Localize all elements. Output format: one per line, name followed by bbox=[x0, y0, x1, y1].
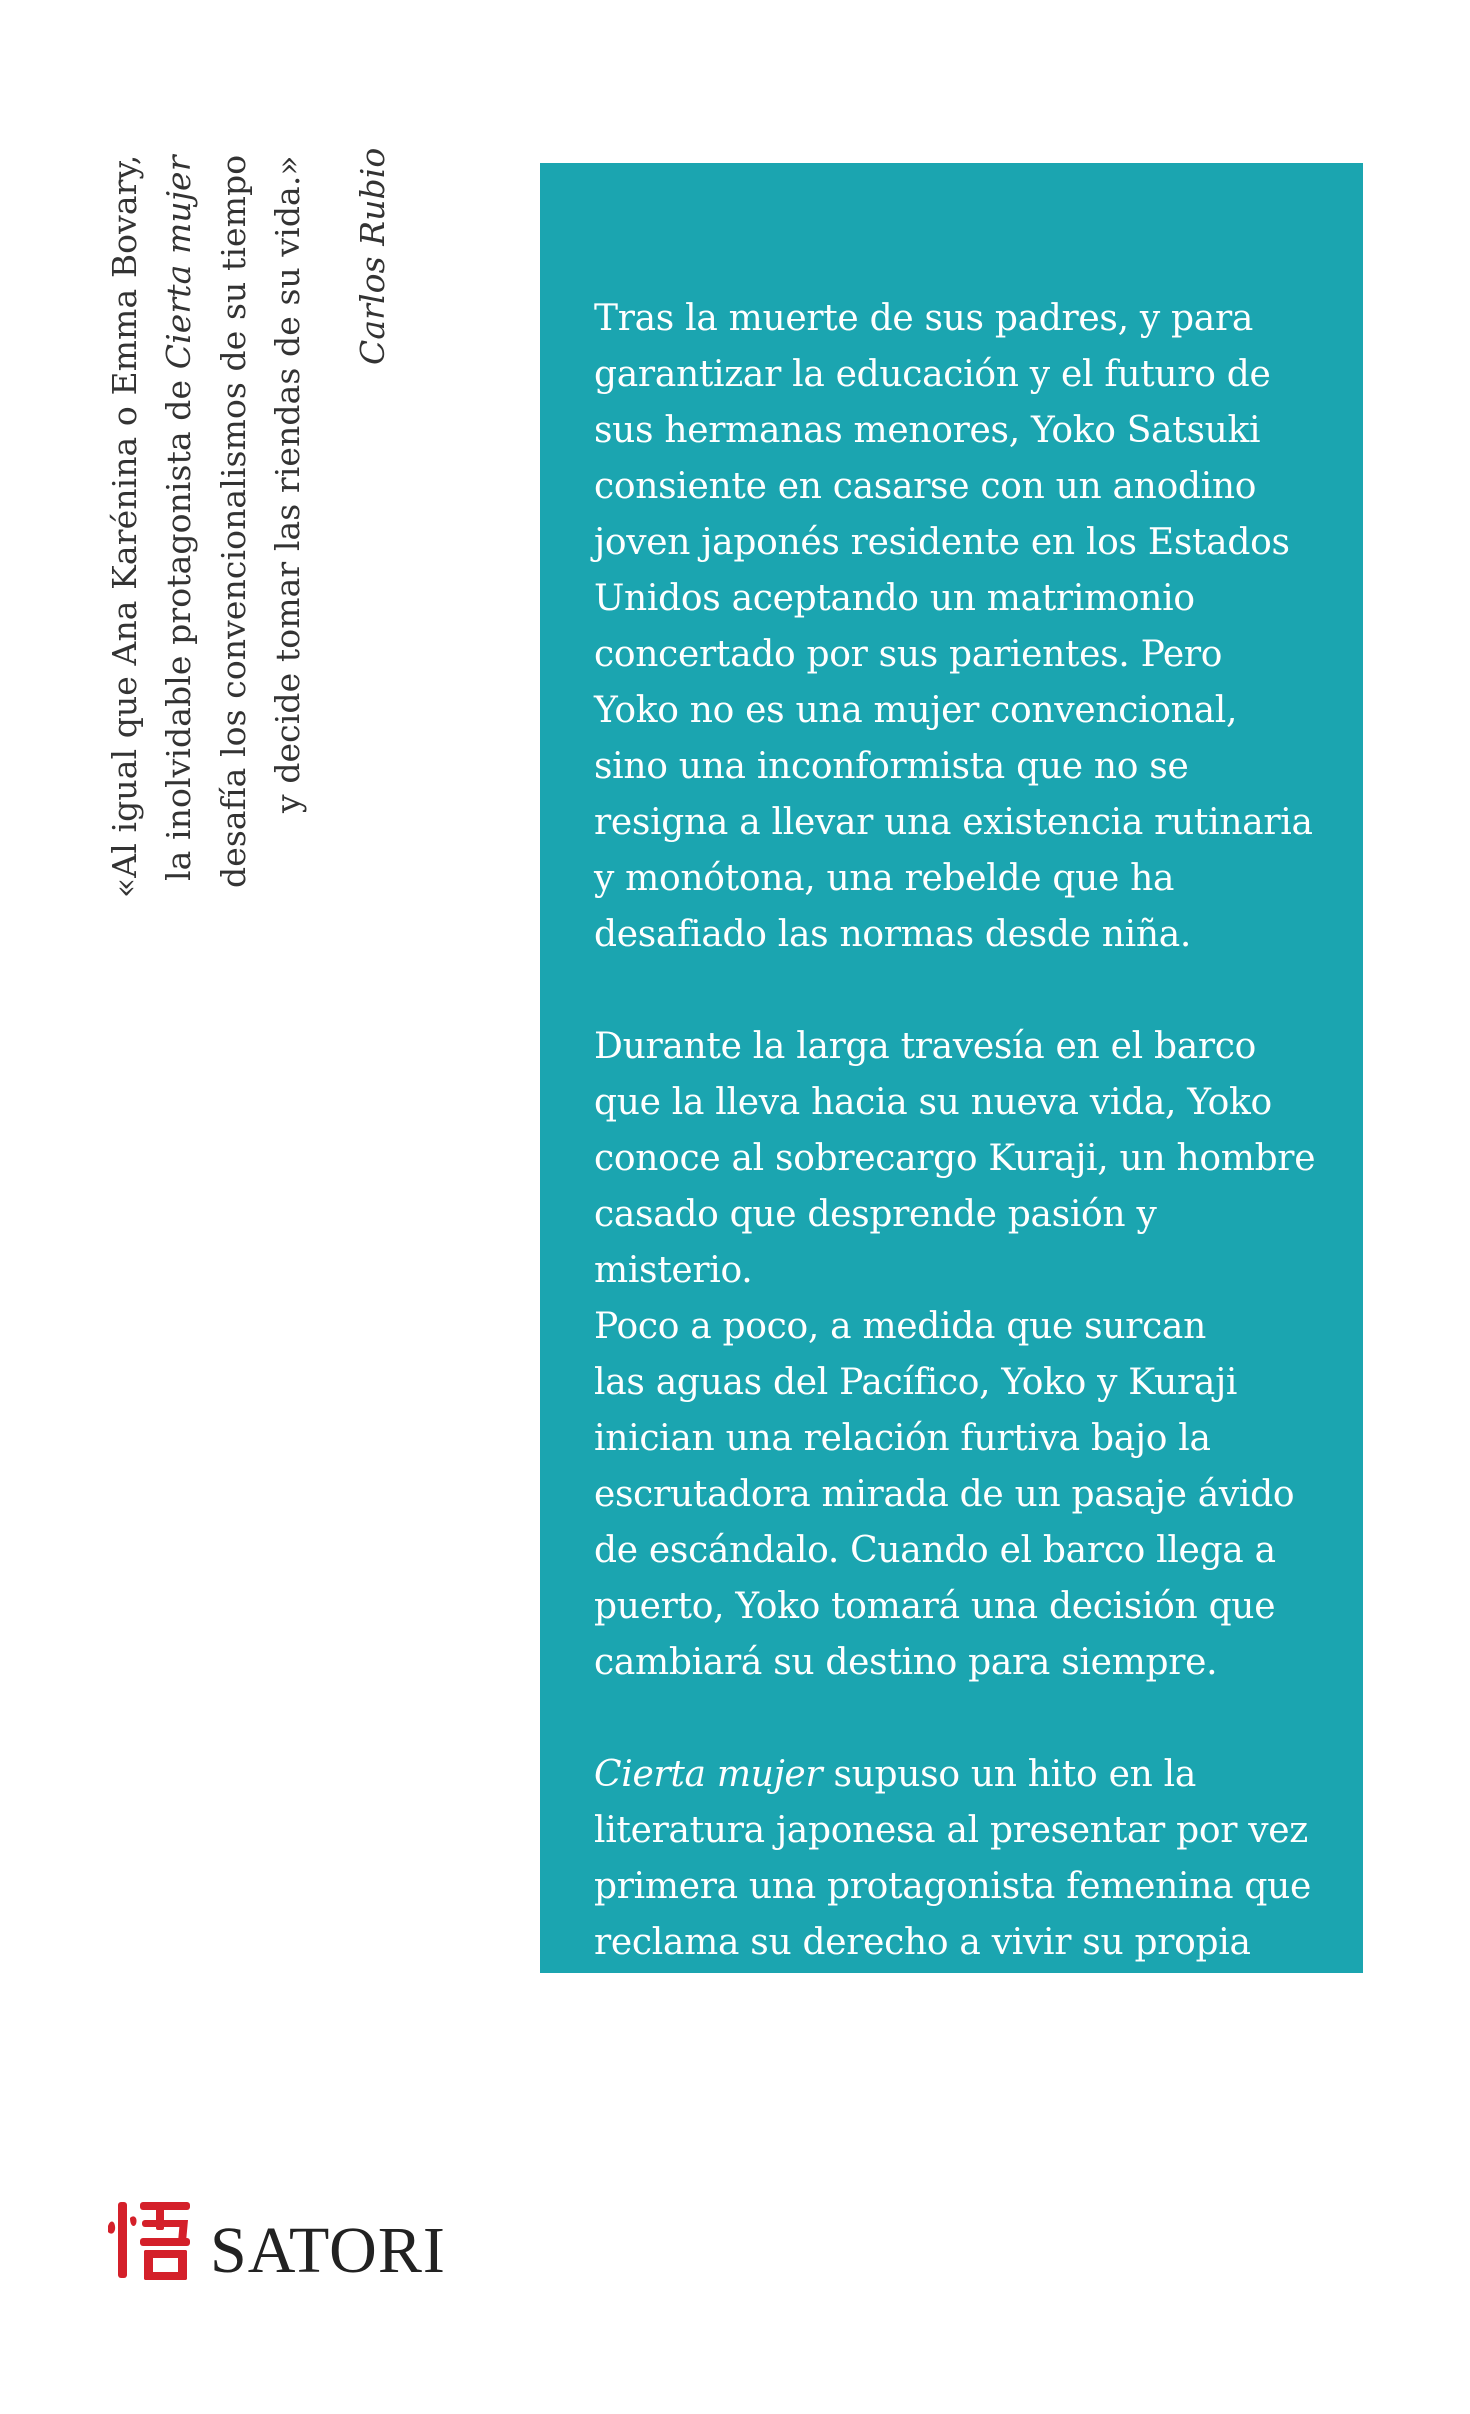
cover-quote bbox=[100, 147, 400, 915]
synopsis-paragraph-3-text: supuso un hito en la literatura japonesa al presentar por vez primera una protagonista femenina que reclama su derecho a vivir su propia vida. bbox=[594, 1754, 1312, 2019]
quote-line-2 bbox=[154, 155, 204, 915]
satori-seal-icon bbox=[100, 2192, 196, 2288]
publisher-logo bbox=[100, 2190, 446, 2290]
quote-line-2-text: la inolvidable protagonista de bbox=[159, 368, 198, 881]
synopsis-box bbox=[540, 163, 1363, 2019]
synopsis-paragraph-1: Tras la muerte de sus padres, y para garantizar la educación y el futuro de sus hermanas menores, Yoko Satsuki consiente en casarse con un anodino joven japonés residente en los Estados Unidos aceptando un matrimonio concertado por sus parientes. Pero Yoko no es una mujer convencional, sino una inconformista que no se resigna a llevar una existencia rutinaria y monótona, una rebelde que ha desafiado las normas desde niña. bbox=[594, 298, 1313, 955]
synopsis-paragraph-3 bbox=[594, 1747, 1323, 2027]
synopsis-book-title: Cierta mujer bbox=[594, 1754, 823, 1795]
quote-book-title: Cierta mujer bbox=[159, 155, 198, 369]
quote-line-1: «Al igual que Ana Karénina o Emma Bovary, bbox=[105, 155, 144, 899]
publisher-name: SATORI bbox=[210, 2214, 446, 2287]
quote-line-3: desafía los convencionalismos de su tiempo bbox=[214, 155, 253, 889]
synopsis-paragraph-2: Durante la larga travesía en el barco que la lleva hacia su nueva vida, Yoko conoce al sobrecargo Kuraji, un hombre casado que desprende pasión y misterio. Poco a poco, a medida que surcan las aguas del Pacífico, Yoko y Kuraji inician una relación furtiva bajo la escrutadora mirada de un pasaje ávido de escándalo. Cuando el barco llega a puerto, Yoko tomará una decisión que cambiará su destino para siempre. bbox=[594, 1026, 1316, 1683]
quote-author: Carlos Rubio bbox=[353, 147, 392, 365]
quote-line-4: y decide tomar las riendas de su vida.» bbox=[268, 155, 307, 813]
